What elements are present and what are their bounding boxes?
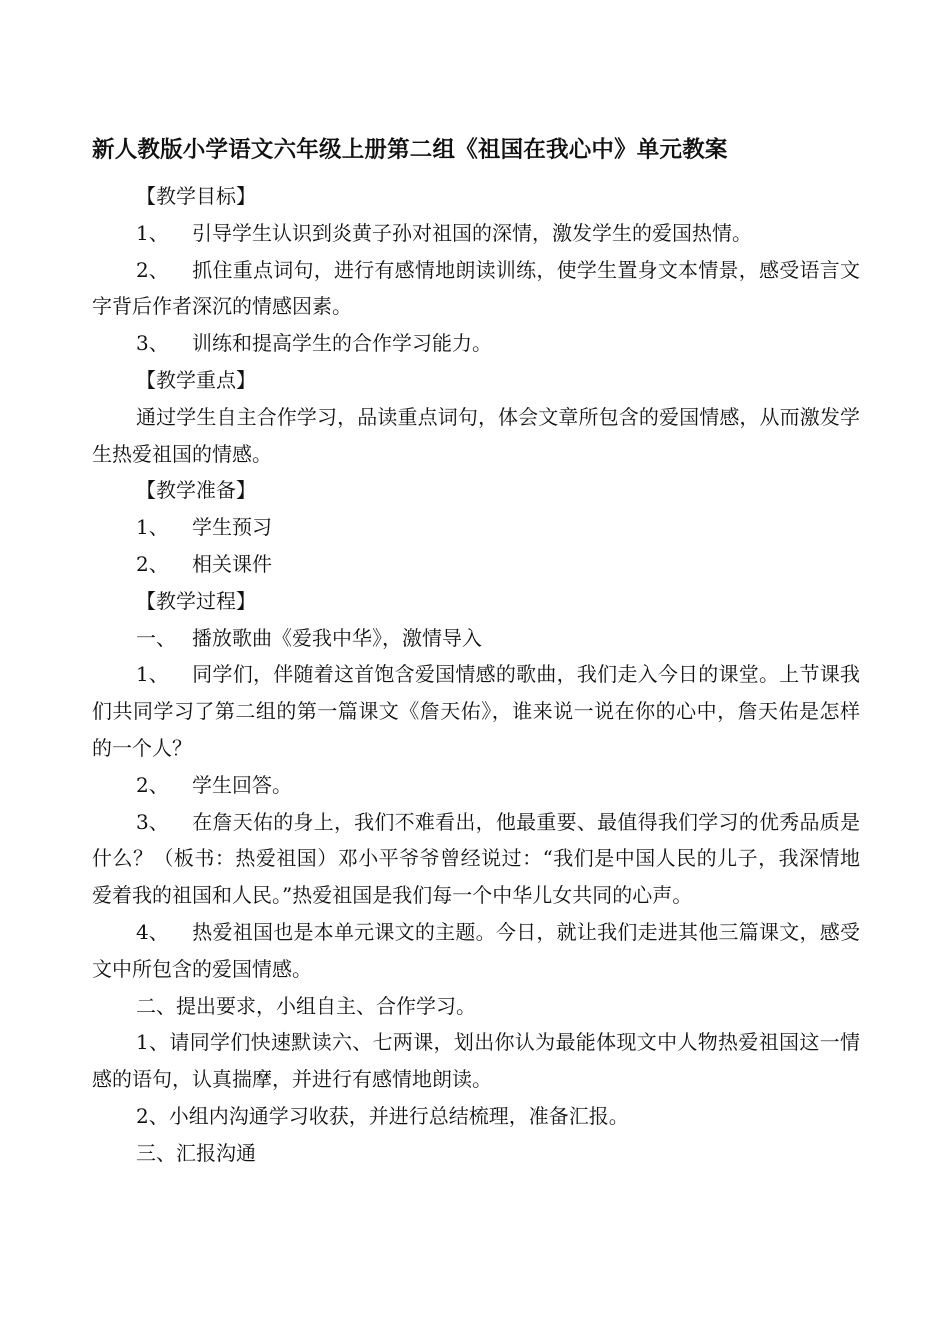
prep-item [92,546,860,583]
step-two-heading: 二、提出要求，小组自主、合作学习。 [136,993,476,1018]
item-number: 3、 [136,809,169,834]
goal-text: 引导学生认识到炎黄子孙对祖国的深情，激发学生的爱国热情。 [192,220,752,245]
item-text: 学生回答。 [192,772,292,797]
prep-number: 2、 [136,551,169,576]
item-text: 热爱祖国也是本单元课文的主题。今日，就让我们走进其他三篇课文，感受文中所包含的爱国情感。 [92,919,860,981]
step-two-item: 2、小组内沟通学习收获，并进行总结梳理，准备汇报。 [136,1103,629,1128]
item-number: 2、 [136,772,169,797]
step-one-item [92,656,860,766]
document-page [92,130,860,1172]
step-number: 一、 [136,625,176,650]
goal-number: 3、 [136,331,169,356]
step-text: 播放歌曲《爱我中华》，激情导入 [192,625,482,650]
step-one-item [92,914,860,988]
step-one-item [92,804,860,914]
item-text: 同学们，伴随着这首饱含爱国情感的歌曲，我们走入今日的课堂。上节课我们共同学习了第二组的第一篇课文《詹天佑》，谁来说一说在你的心中，詹天佑是怎样的一个人？ [92,662,860,760]
goals-heading: 【教学目标】 [136,184,256,208]
prep-item [92,509,860,546]
goal-number: 1、 [136,220,169,245]
goal-text: 训练和提高学生的合作学习能力。 [192,331,492,356]
prep-text: 相关课件 [192,551,272,576]
prep-number: 1、 [136,515,169,540]
goal-number: 2、 [136,257,169,282]
item-text: 在詹天佑的身上，我们不难看出，他最重要、最值得我们学习的优秀品质是什么？（板书：热爱祖国）邓小平爷爷曾经说过：“我们是中国人民的儿子，我深情地爱着我的祖国和人民。”热爱祖国是我们每一个中华儿女共同的心声。 [92,809,860,908]
prep-text: 学生预习 [192,515,272,540]
step-two-item: 1、请同学们快速默读六、七两课，划出你认为最能体现文中人物热爱祖国这一情感的语句，认真揣摩，并进行有感情地朗读。 [92,1030,860,1092]
goal-item [92,325,860,362]
item-number: 1、 [136,662,169,687]
goal-text: 抓住重点词句，进行有感情地朗读训练，使学生置身文本情景，感受语言文字背后作者深沉的情感因素。 [92,257,860,319]
goal-item [92,252,860,326]
prep-heading: 【教学准备】 [136,478,256,503]
item-number: 4、 [136,919,169,944]
process-heading: 【教学过程】 [136,588,256,613]
document-title: 新人教版小学语文六年级上册第二组《祖国在我心中》单元教案 [92,137,728,163]
goal-item [92,215,860,252]
key-heading: 【教学重点】 [136,367,256,392]
key-paragraph: 通过学生自主合作学习，品读重点词句，体会文章所包含的爱国情感，从而激发学生热爱祖国的情感。 [92,404,860,466]
step-one-item [92,767,860,804]
step-one-heading [92,620,860,657]
step-three-heading: 三、汇报沟通 [136,1140,256,1165]
